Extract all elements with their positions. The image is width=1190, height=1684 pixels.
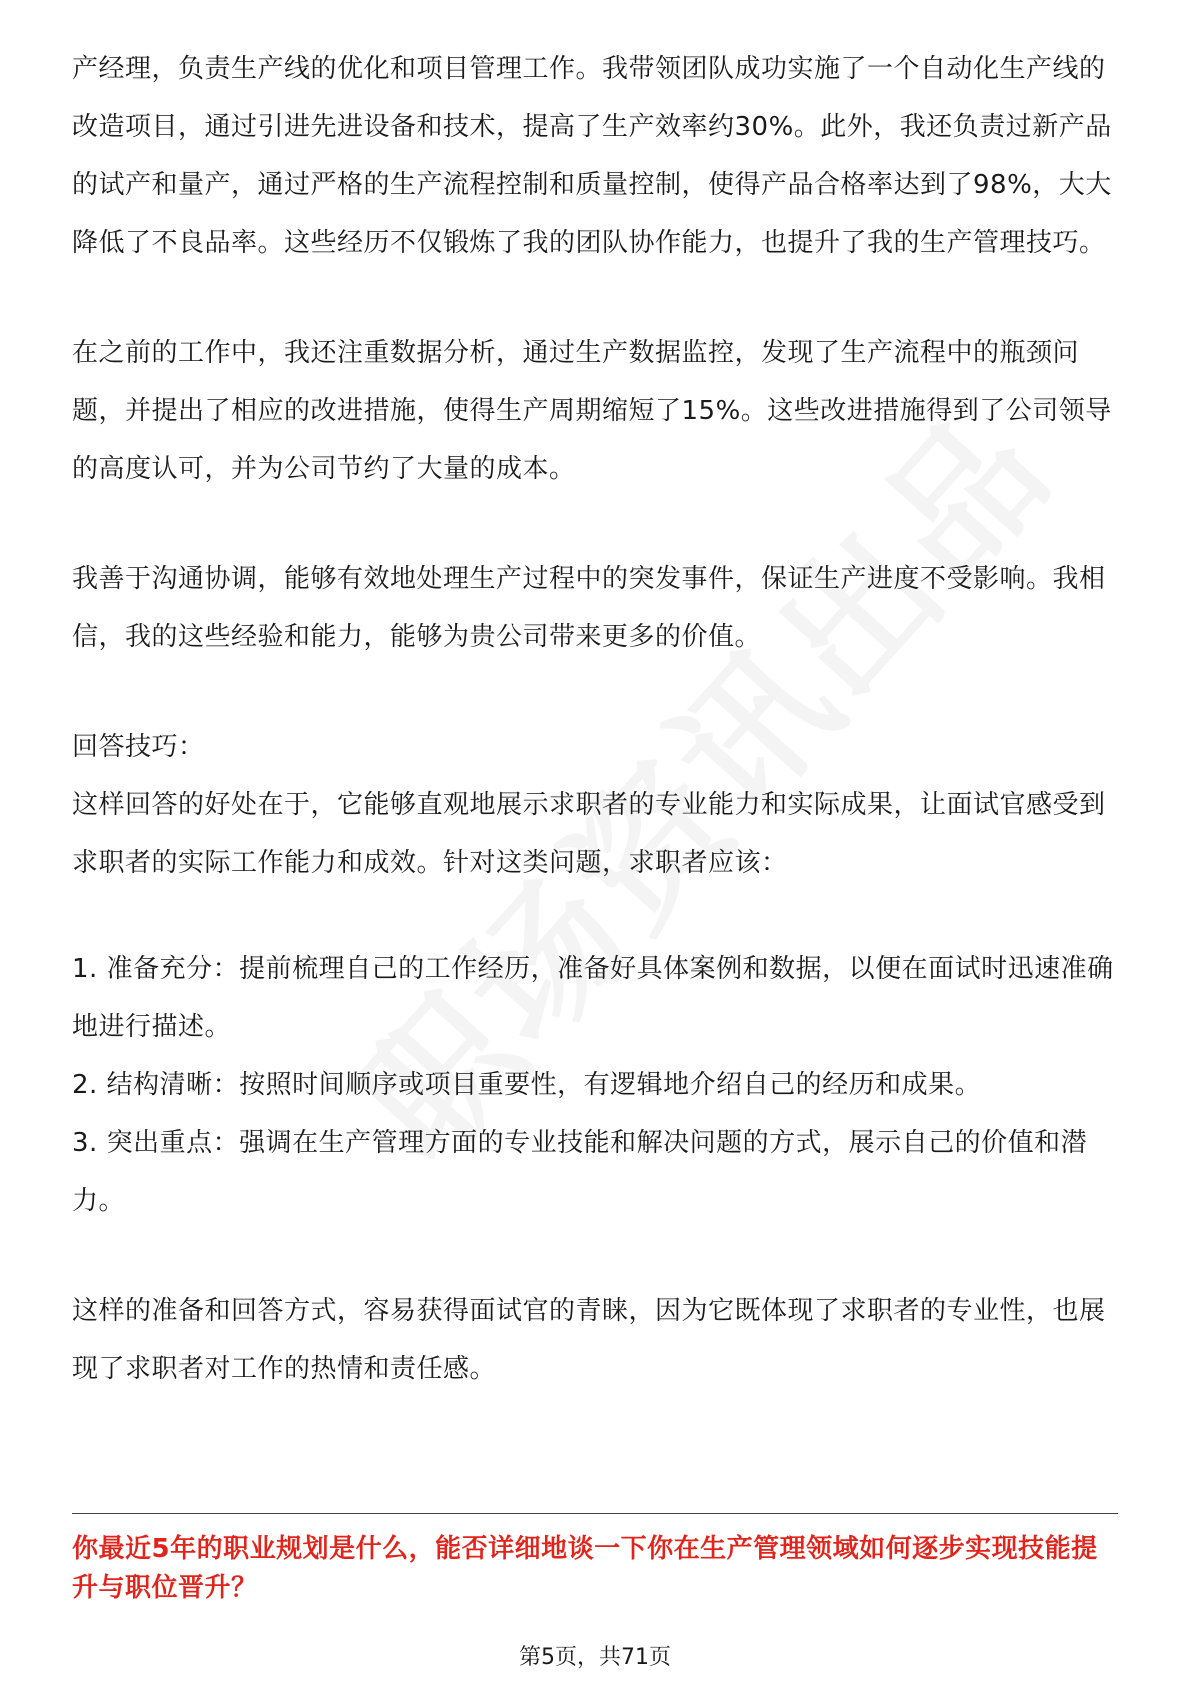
paragraph-gap [72,1230,1118,1282]
section-divider [72,1513,1118,1514]
list-item: 3. 突出重点：强调在生产管理方面的专业技能和解决问题的方式，展示自己的价值和潜力。 [72,1128,1088,1216]
list-item: 2. 结构清晰：按照时间顺序或项目重要性，有逻辑地介绍自己的经历和成果。 [72,1070,982,1100]
tips-heading: 回答技巧： [72,732,205,762]
paragraph-gap [72,666,1118,718]
answer-body [72,40,1118,1398]
paragraph-tips-intro: 这样回答的好处在于，它能够直观地展示求职者的专业能力和实际成果，让面试官感受到求职者的实际工作能力和成效。针对这类问题，求职者应该： [72,790,1106,878]
page-footer: 第5页，共71页 [519,1645,671,1670]
next-question-heading: 你最近5年的职业规划是什么，能否详细地谈一下你在生产管理领域如何逐步实现技能提升与职位晋升？ [72,1534,1098,1603]
paragraph-communication: 我善于沟通协调，能够有效地处理生产过程中的突发事件，保证生产进度不受影响。我相信，我的这些经验和能力，能够为贵公司带来更多的价值。 [72,564,1106,652]
paragraph-conclusion: 这样的准备和回答方式，容易获得面试官的青睐，因为它既体现了求职者的专业性，也展现了求职者对工作的热情和责任感。 [72,1296,1106,1384]
paragraph-gap [72,498,1118,550]
paragraph-gap [72,892,1118,940]
paragraph-experience: 产经理，负责生产线的优化和项目管理工作。我带领团队成功实施了一个自动化生产线的改造项目，通过引进先进设备和技术，提高了生产效率约30%。此外，我还负责过新产品的试产和量产，通过严格的生产流程控制和质量控制，使得产品合格率达到了98%，大大降低了不良品率。这些经历不仅锻炼了我的团队协作能力，也提升了我的生产管理技巧。 [72,54,1112,258]
list-item: 1. 准备充分：提前梳理自己的工作经历，准备好具体案例和数据，以便在面试时迅速准确地进行描述。 [72,954,1114,1042]
paragraph-data-analysis: 在之前的工作中，我还注重数据分析，通过生产数据监控，发现了生产流程中的瓶颈问题，并提出了相应的改进措施，使得生产周期缩短了15%。这些改进措施得到了公司领导的高度认可，并为公司节约了大量的成本。 [72,338,1112,484]
paragraph-gap [72,272,1118,324]
